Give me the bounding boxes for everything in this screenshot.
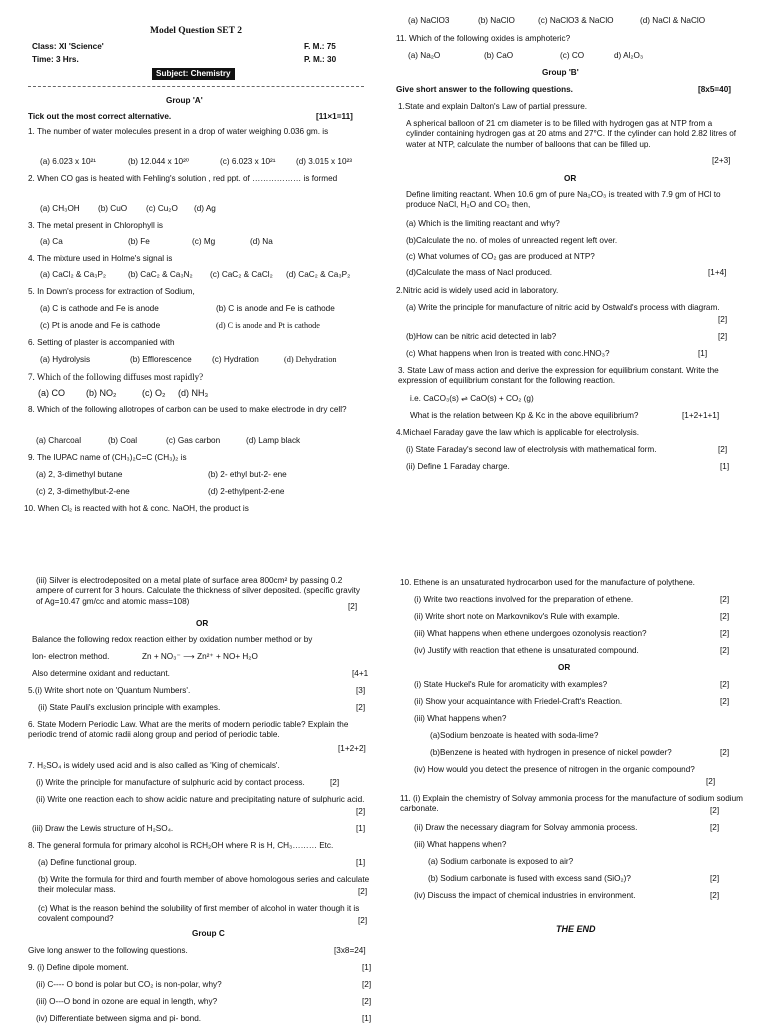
q10-iii: (iii) What happens when ethene undergoes ozonolysis reaction?	[414, 629, 647, 638]
full-marks: F. M.: 75	[304, 42, 336, 51]
q10-iv: (iv) Justify with reaction that ethene is unsaturated compound.	[414, 646, 639, 655]
redox-line-2: Ion- electron method.	[32, 652, 110, 661]
q5-i: 5.(i) Write short note on 'Quantum Numbers'.	[28, 686, 191, 695]
q2-option-c: (c) Cu₂O	[146, 204, 178, 213]
question-4: 4. The mixture used in Holme's signal is	[28, 254, 173, 263]
q2-option-b: (b) CuO	[98, 204, 128, 213]
q4-iii-silver: (iii) Silver is electrodeposited on a metal plate of surface area 800cm² by passing 0.2 ampere of current for 3 hours. Calculate the thickness of silver deposited. (specific gravity of Ag=10.47 gm/cc and atomic mass=108)	[36, 576, 361, 606]
q11-option-a: (a) Na₂O	[408, 51, 441, 60]
q10-or-iv-marks: [2]	[706, 777, 716, 786]
q11-iii-b-marks: [2]	[710, 874, 720, 883]
b-q2-b: (b)How can be nitric acid detected in lab?	[406, 332, 557, 341]
q10-option-d: (d) NaCl & NaClO	[640, 16, 706, 25]
q8-alcohol: 8. The general formula for primary alcohol is RCH₂OH where R is H, CH₃……… Etc.	[28, 841, 334, 850]
b-question-2: 2.Nitric acid is widely used acid in laboratory.	[396, 286, 559, 295]
b-q1-or-b: (b)Calculate the no. of moles of unreacted regent left over.	[406, 236, 618, 245]
redox-marks: [4+1	[352, 669, 369, 678]
q7-option-b: (b) NO₂	[86, 388, 117, 398]
paper-title: Model Question SET 2	[150, 26, 242, 36]
group-c-heading: Group C	[192, 929, 225, 938]
q1-option-a: (a) 6.023 x 10²¹	[40, 157, 96, 166]
b-q2-a: (a) Write the principle for manufacture of nitric acid by Ostwald's process with diagram.	[406, 303, 720, 312]
question-7: 7. Which of the following diffuses most rapidly?	[28, 372, 204, 382]
q10-ethene: 10. Ethene is an unsaturated hydrocarbon used for the manufacture of polythene.	[400, 578, 695, 587]
question-6: 6. Setting of plaster is accompanied with	[28, 338, 175, 347]
q10-or-iii: (iii) What happens when?	[414, 714, 507, 723]
q3-option-b: (b) Fe	[128, 237, 150, 246]
q9-option-d: (d) 2-ethylpent-2-ene	[208, 487, 285, 496]
group-c-instruction: Give long answer to the following questions.	[28, 946, 188, 955]
q10-iii-marks: [2]	[720, 629, 730, 638]
q6-option-c: (c) Hydration	[212, 355, 259, 364]
q9-ii-marks: [2]	[362, 980, 372, 989]
b-question-1-or: Define limiting reactant. When 10.6 gm of pure Na₂CO₃ is treated with 7.9 gm of HCl to produce NaCl, H₂O and CO₂ then,	[406, 190, 721, 210]
q6-option-b: (b) Efflorescence	[130, 355, 192, 364]
q11-i-marks: [2]	[710, 806, 720, 815]
question-9: 9. The IUPAC name of (CH₃)₂C=C (CH₃)₂ is	[28, 453, 187, 462]
question-10: 10. When Cl₂ is reacted with hot & conc. NaOH, the product is	[24, 504, 249, 513]
q10-or-iv: (iv) How would you detect the presence of nitrogen in the organic compound?	[414, 765, 695, 774]
q8-a-marks: [1]	[356, 858, 366, 867]
q9-option-c: (c) 2, 3-dimethylbut-2-ene	[36, 487, 130, 496]
b-q4-ii-marks: [1]	[720, 462, 730, 471]
q3-option-a: (a) Ca	[40, 237, 63, 246]
b-q2-c-marks: [1]	[698, 349, 708, 358]
group-a-marks: [11×1=11]	[316, 112, 353, 121]
q1-option-b: (b) 12.044 x 10²⁰	[128, 157, 190, 166]
q9-iii-marks: [2]	[362, 997, 372, 1006]
q11-option-b: (b) CaO	[484, 51, 514, 60]
q11-solvay: 11. (i) Explain the chemistry of Solvay ammonia process for the manufacture of sodium sodium carbonate.	[400, 794, 743, 814]
q10-iv-marks: [2]	[720, 646, 730, 655]
q10-or-ii-marks: [2]	[720, 697, 730, 706]
q9-i-marks: [1]	[362, 963, 372, 972]
q9-ii: (ii) C---- O bond is polar but CO₂ is non-polar, why?	[36, 980, 222, 989]
q6-periodic: 6. State Modern Periodic Law. What are the merits of modern periodic table? Explain the periodic trend of atomic radii along group and period of periodic table.	[28, 720, 349, 740]
question-3: 3. The metal present in Chlorophyll is	[28, 221, 164, 230]
q10-or-iii-b-marks: [2]	[720, 748, 730, 757]
q6-option-a: (a) Hydrolysis	[40, 355, 91, 364]
b-q1-or-marks: [1+4]	[708, 268, 727, 277]
b-q3-equation: i.e. CaCO₃(s) ⇌ CaO(s) + CO₂ (g)	[410, 394, 534, 403]
q9-i: 9. (i) Define dipole moment.	[28, 963, 129, 972]
q10-ii-marks: [2]	[720, 612, 730, 621]
q11-iv-marks: [2]	[710, 891, 720, 900]
q1-option-c: (c) 6.023 x 10²¹	[220, 157, 276, 166]
b-q1-or-d: (d)Calculate the mass of Nacl produced.	[406, 268, 553, 277]
q11-ii: (ii) Draw the necessary diagram for Solvay ammonia process.	[414, 823, 638, 832]
b-q2-b-marks: [2]	[718, 332, 728, 341]
group-a-heading: Group 'A'	[166, 96, 203, 105]
q10-or-i: (i) State Huckel's Rule for aromaticity with examples?	[414, 680, 608, 689]
q6-option-d: (d) Dehydration	[284, 355, 337, 364]
q10-or-i-marks: [2]	[720, 680, 730, 689]
q5-option-b: (b) C is anode and Fe is cathode	[216, 304, 335, 313]
question-1: 1. The number of water molecules present in a drop of water weighing 0.036 gm. is	[28, 127, 329, 136]
b-question-1-numerical: A spherical balloon of 21 cm diameter is to be filled with hydrogen gas at NTP from a cylinder containing hydrogen gas at 20 atms and 27°C. If the cylinder can hold 2.82 litres of water at NTP, calculate the number of balloons that can be filled up.	[406, 119, 737, 149]
q10-or-ii: (ii) Show your acquaintance with Friedel-Craft's Reaction.	[414, 697, 623, 706]
q8-option-b: (b) Coal	[108, 436, 138, 445]
page1-left-column	[24, 26, 364, 516]
group-c-marks: [3x8=24]	[334, 946, 366, 955]
b-q2-c: (c) What happens when Iron is treated with conc.HNO₃?	[406, 349, 610, 358]
b-question-4: 4.Michael Faraday gave the law which is applicable for electrolysis.	[396, 428, 640, 437]
q8-option-d: (d) Lamp black	[246, 436, 301, 445]
q11-iii: (iii) What happens when?	[414, 840, 507, 849]
group-b-heading: Group 'B'	[542, 68, 579, 77]
q7-option-a: (a) CO	[38, 388, 65, 398]
page2-right-column	[400, 578, 746, 938]
q11-ii-marks: [2]	[710, 823, 720, 832]
b-q4-ii: (ii) Define 1 Faraday charge.	[406, 462, 510, 471]
question-5: 5. In Down's process for extraction of Sodium,	[28, 287, 195, 296]
q3-option-d: (d) Na	[250, 237, 273, 246]
question-2: 2. When CO gas is heated with Fehling's solution , red ppt. of ……………… is formed	[28, 174, 338, 183]
redox-line-1: Balance the following redox reaction either by oxidation number method or by	[32, 635, 313, 644]
q11-iii-a: (a) Sodium carbonate is exposed to air?	[428, 857, 574, 866]
q3-option-c: (c) Mg	[192, 237, 216, 246]
q8-c-marks: [2]	[358, 916, 368, 925]
class-label: Class: XI 'Science'	[32, 42, 104, 51]
b-q3-marks: [1+2+1+1]	[682, 411, 720, 420]
q11-iii-b: (b) Sodium carbonate is fused with excess sand (SiO₂)?	[428, 874, 631, 883]
question-8: 8. Which of the following allotropes of carbon can be used to make electrode in dry cell?	[28, 405, 347, 414]
or-label-3: OR	[558, 663, 571, 672]
q7-iii-marks: [1]	[356, 824, 366, 833]
q11-option-d: d) Al₂O₃	[614, 51, 644, 60]
q5-option-c: (c) Pt is anode and Fe is cathode	[40, 321, 161, 330]
q8-b-marks: [2]	[358, 887, 368, 896]
b-q4-i: (i) State Faraday's second law of electrolysis with mathematical form.	[406, 445, 657, 454]
q5-option-a: (a) C is cathode and Fe is anode	[40, 304, 159, 313]
or-label: OR	[564, 174, 577, 183]
q10-or-iii-b: (b)Benzene is heated with hydrogen in presence of nickel powder?	[430, 748, 672, 757]
q7-i: (i) Write the principle for manufacture of sulphuric acid by contact process.	[36, 778, 305, 787]
group-a-instruction: Tick out the most correct alternative.	[28, 112, 172, 121]
the-end: THE END	[556, 924, 596, 934]
q2-option-a: (a) CH₃OH	[40, 204, 80, 213]
q2-option-d: (d) Ag	[194, 204, 216, 213]
b-question-1: 1.State and explain Dalton's Law of partial pressure.	[398, 102, 588, 111]
question-11: 11. Which of the following oxides is amphoteric?	[396, 34, 571, 43]
group-b-instruction: Give short answer to the following questions.	[396, 85, 573, 94]
q8-c: (c) What is the reason behind the solubility of first member of alcohol in water though it is covalent compound?	[38, 904, 360, 924]
b-q1-or-c: (c) What volumes of CO₂ gas are produced at NTP?	[406, 252, 595, 261]
q11-option-c: (c) CO	[560, 51, 585, 60]
q4-option-c: (c) CaC₂ & CaCl₂	[210, 270, 273, 279]
q10-option-b: (b) NaClO	[478, 16, 515, 25]
pass-marks: P. M.: 30	[304, 55, 337, 64]
q5-i-marks: [3]	[356, 686, 366, 695]
q6-marks: [1+2+2]	[338, 744, 366, 753]
page2-left-column	[28, 576, 376, 1024]
q7-option-c: (c) O₂	[142, 388, 166, 398]
divider	[28, 86, 364, 87]
page1-right-column	[396, 16, 742, 476]
q8-option-a: (a) Charcoal	[36, 436, 82, 445]
b-q2-a-marks: [2]	[718, 315, 728, 324]
b-question-1-marks: [2+3]	[712, 156, 731, 165]
q7-sulphuric: 7. H₂SO₄ is widely used acid and is also called as 'King of chemicals'.	[28, 761, 280, 770]
q10-or-iii-a: (a)Sodium benzoate is heated with soda-lime?	[430, 731, 599, 740]
q4-iii-marks: [2]	[348, 602, 358, 611]
q10-option-a: (a) NaClO3	[408, 16, 450, 25]
q9-iv: (iv) Differentiate between sigma and pi- bond.	[36, 1014, 202, 1023]
q4-option-a: (a) CaCl₂ & Ca₃P₂	[40, 270, 107, 279]
q10-i: (i) Write two reactions involved for the preparation of ethene.	[414, 595, 634, 604]
b-q4-i-marks: [2]	[718, 445, 728, 454]
redox-line-3: Also determine oxidant and reductant.	[32, 669, 170, 678]
q7-option-d: (d) NH₃	[178, 388, 209, 398]
q9-iii: (iii) O---O bond in ozone are equal in length, why?	[36, 997, 218, 1006]
or-label-2: OR	[196, 619, 209, 628]
b-question-3: 3. State Law of mass action and derive the expression for equilibrium constant. Write the expression of equilibrium constant for the following reaction.	[398, 366, 719, 386]
q9-option-b: (b) 2- ethyl but-2- ene	[208, 470, 287, 479]
q4-option-d: (d) CaC₂ & Ca₃P₂	[286, 270, 351, 279]
subject-badge: Subject: Chemistry	[152, 68, 235, 80]
q7-ii-marks: [2]	[356, 807, 366, 816]
redox-equation: Zn + NO₃⁻ ⟶ Zn²⁺ + NO+ H₂O	[142, 652, 258, 661]
q10-ii: (ii) Write short note on Markovnikov's Rule with example.	[414, 612, 620, 621]
q7-i-marks: [2]	[330, 778, 340, 787]
b-q1-or-a: (a) Which is the limiting reactant and why?	[406, 219, 560, 228]
q5-option-d: (d) C is anode and Pt is cathode	[216, 321, 320, 330]
q10-option-c: (c) NaClO3 & NaClO	[538, 16, 614, 25]
q10-i-marks: [2]	[720, 595, 730, 604]
q4-option-b: (b) CaC₂ & Ca₃N₂	[128, 270, 193, 279]
q8-b: (b) Write the formula for third and fourth member of above homologous series and calculate their molecular mass.	[38, 875, 370, 895]
q9-option-a: (a) 2, 3-dimethyl butane	[36, 470, 123, 479]
q8-option-c: (c) Gas carbon	[166, 436, 221, 445]
q5-ii-marks: [2]	[356, 703, 366, 712]
b-q3-relation: What is the relation between Kp & Kc in the above equilibrium?	[410, 411, 639, 420]
q1-option-d: (d) 3.015 x 10²³	[296, 157, 352, 166]
q8-a: (a) Define functional group.	[38, 858, 137, 867]
q5-ii: (ii) State Pauli's exclusion principle with examples.	[38, 703, 221, 712]
time-label: Time: 3 Hrs.	[32, 55, 79, 64]
q11-iv: (iv) Discuss the impact of chemical industries in environment.	[414, 891, 636, 900]
q9-iv-marks: [1]	[362, 1014, 372, 1023]
q7-iii: (iii) Draw the Lewis structure of H₂SO₄.	[32, 824, 174, 833]
group-b-marks: [8x5=40]	[698, 85, 732, 94]
q7-ii: (ii) Write one reaction each to show acidic nature and precipitating nature of sulphuric acid.	[36, 795, 365, 804]
